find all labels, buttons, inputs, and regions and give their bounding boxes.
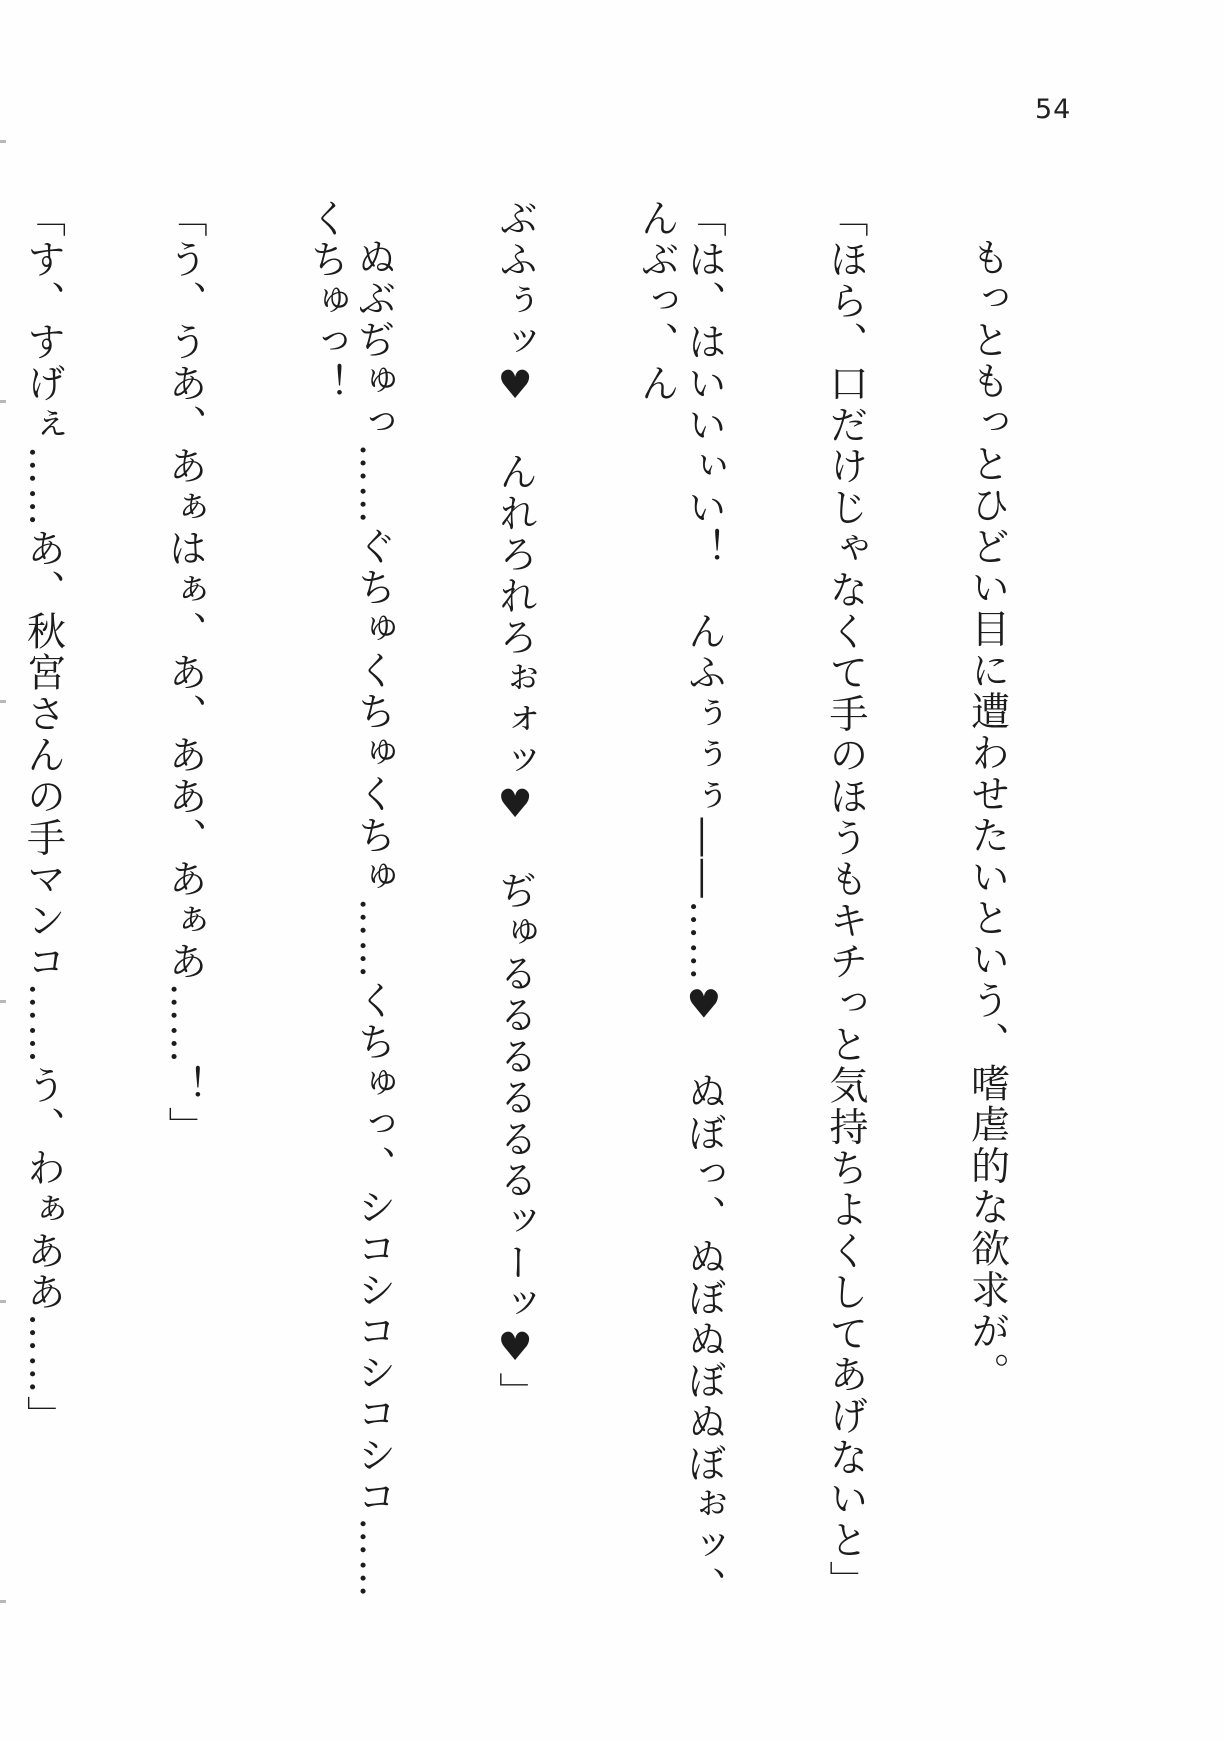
edge-mark bbox=[0, 140, 6, 143]
text-line-dialogue: 「す、すげぇ……あ、秋宮さんの手マンコ……う、わぁああ……」 bbox=[20, 198, 66, 1437]
text-line-narration: ぬぶぢゅっ……ぐちゅくちゅくちゅ……くちゅっ、シコシコシコシコ……くちゅっ！ bbox=[303, 198, 396, 1600]
text-line-dialogue: ぶふぅッ♥ んれろれろぉォッ♥ ぢゅるるるるるるッーッ♥」 bbox=[492, 198, 538, 1414]
vertical-body-text bbox=[0, 198, 1105, 1628]
text-line-narration: もっともっとひどい目に遭わせたいという、嗜虐的な欲求が。 bbox=[964, 237, 1010, 1394]
page-number: 54 bbox=[1035, 94, 1072, 125]
text-line-dialogue: 「う、うあ、あぁはぁ、あ、ああ、あぁあ……！」 bbox=[162, 198, 208, 1148]
text-line-dialogue: 「は、はいいぃい！ んふぅぅぅ――……♥ ぬぼっ、ぬぼぬぼぬぼぉッ、んぶっ、ん bbox=[634, 198, 727, 1609]
text-line-dialogue: 「ほら、口だけじゃなくて手のほうもキチっと気持ちよくしてあげないと」 bbox=[822, 198, 868, 1603]
